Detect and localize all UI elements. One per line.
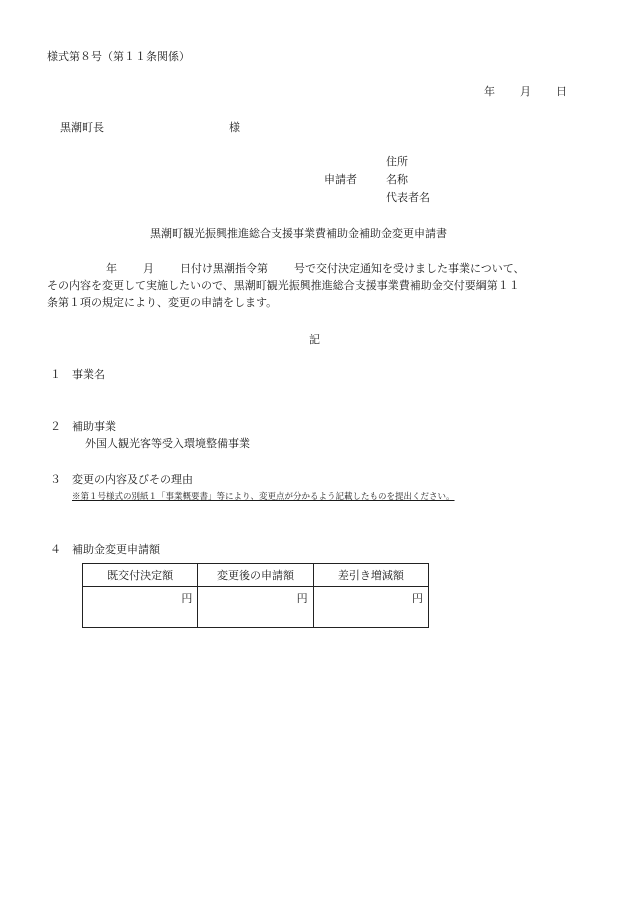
- date-line: [484, 85, 567, 99]
- applicant-representative-label: 代表者名: [386, 191, 430, 204]
- section-4-number: ４: [50, 543, 61, 556]
- date-day: 日: [556, 85, 567, 98]
- section-1-number: １: [50, 368, 61, 381]
- body-line-1: [106, 262, 525, 276]
- applicant-name-label: 名称: [386, 173, 408, 186]
- difference-amount-cell[interactable]: 円: [313, 587, 428, 628]
- applicant-address-label: 住所: [386, 155, 408, 168]
- recipient-honorific: 様: [229, 121, 240, 134]
- section-1-label: 事業名: [72, 368, 105, 381]
- ki-heading: 記: [309, 333, 320, 346]
- form-number: 様式第８号（第１１条関係）: [47, 50, 190, 63]
- recipient-name: 黒潮町長: [60, 121, 104, 134]
- body-month: 月: [143, 262, 154, 275]
- body-rest: 号で交付決定通知を受けました事業について、: [294, 262, 525, 275]
- amount-table-row: [83, 587, 429, 628]
- body-line-3: 条第１項の規定により、変更の申請をします。: [47, 296, 278, 309]
- header-difference-amount: 差引き増減額: [313, 564, 428, 587]
- revised-amount-cell[interactable]: 円: [198, 587, 313, 628]
- header-previous-amount: 既交付決定額: [83, 564, 198, 587]
- section-4-label: 補助金変更申請額: [72, 543, 160, 556]
- section-3-note: ※第１号様式の別紙１「事業概要書」等により、変更点が分かるよう記載したものを提出ください。: [72, 492, 455, 502]
- body-year: 年: [106, 262, 117, 275]
- body-dated: 日付け黒潮指令第: [180, 262, 268, 275]
- date-month: 月: [520, 85, 531, 98]
- section-2-value: 外国人観光客等受入環境整備事業: [85, 437, 250, 450]
- body-line-2: その内容を変更して実施したいので、黒潮町観光振興推進総合支援事業費補助金交付要綱第１１: [47, 279, 520, 292]
- applicant-label: 申請者: [324, 173, 357, 186]
- previous-amount-cell[interactable]: 円: [83, 587, 198, 628]
- document-title: 黒潮町観光振興推進総合支援事業費補助金補助金変更申請書: [150, 227, 447, 240]
- header-revised-amount: 変更後の申請額: [198, 564, 313, 587]
- amount-table-header-row: [83, 564, 429, 587]
- section-3-label: 変更の内容及びその理由: [72, 473, 193, 486]
- section-2-label: 補助事業: [72, 420, 116, 433]
- section-3-number: ３: [50, 473, 61, 486]
- date-year: 年: [484, 85, 495, 98]
- amount-table: [82, 563, 429, 628]
- section-2-number: ２: [50, 420, 61, 433]
